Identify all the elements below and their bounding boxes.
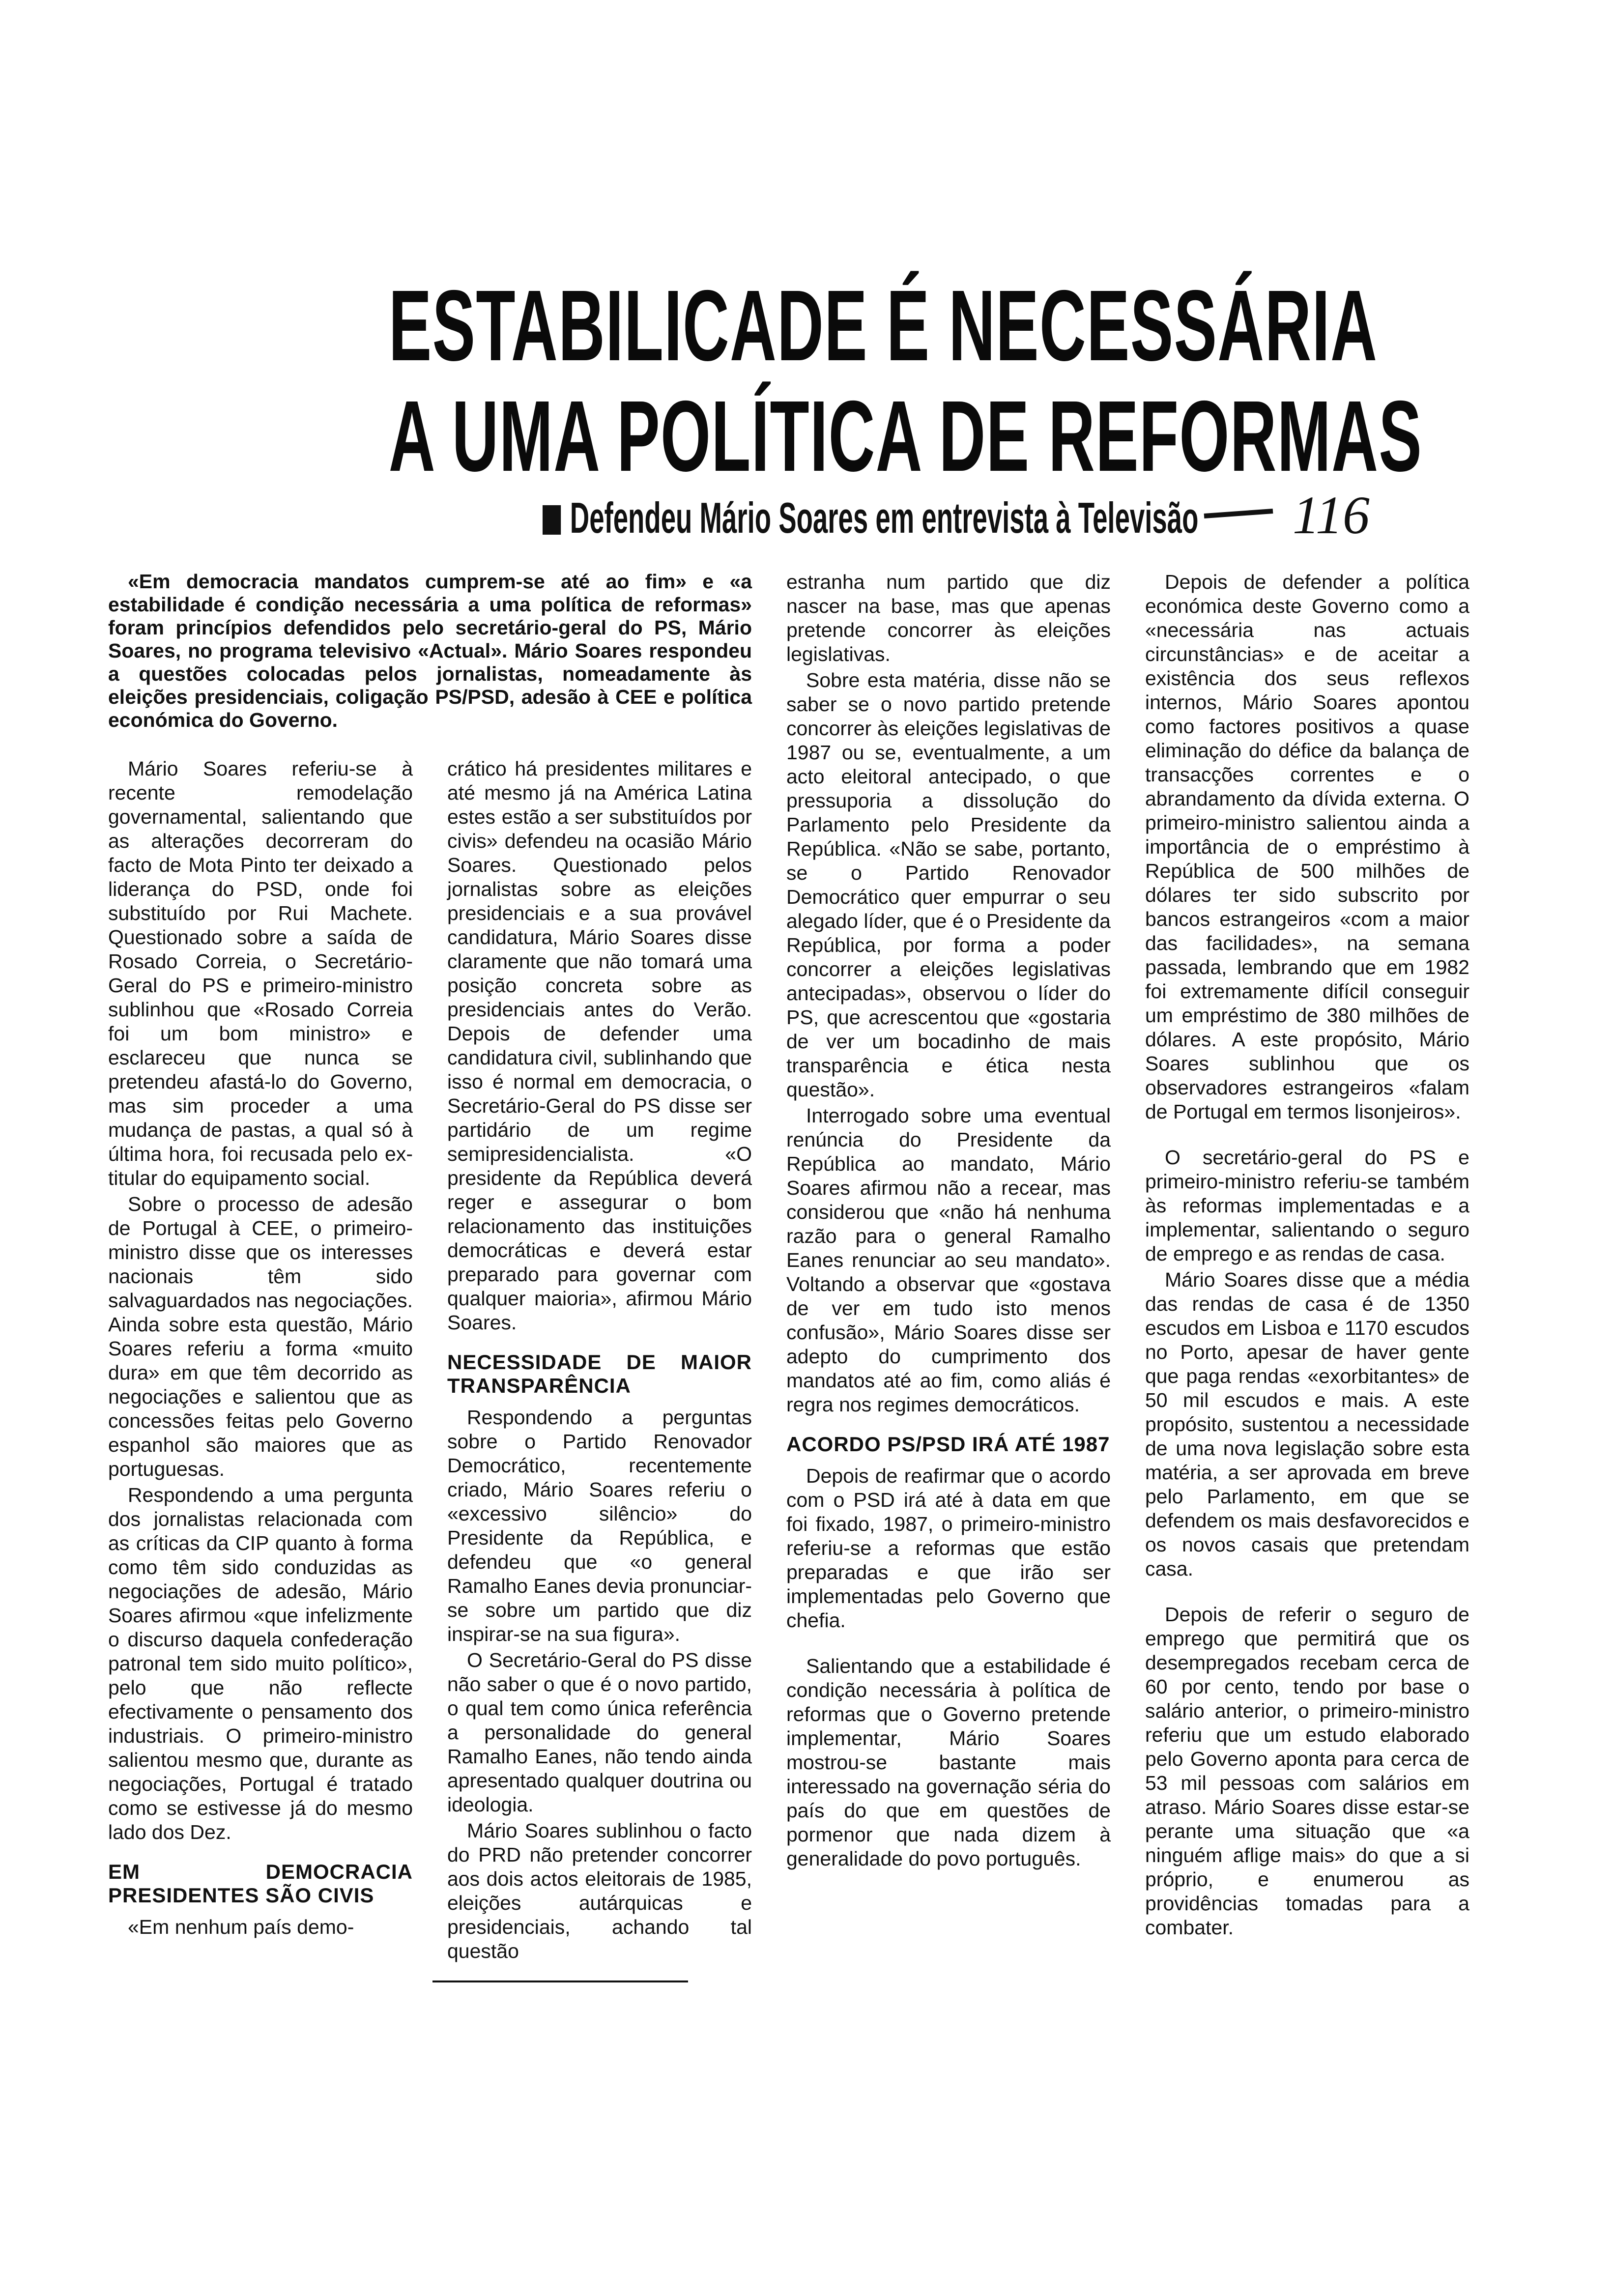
paragraph: Mário Soares disse que a média das rendas de casa é de 1350 escudos em Lisboa e 1170 escudos no Porto, apesar de haver gente que paga rendas «exorbitantes» de 50 mil escudos e mais. A este propósito, sustentou a necessidade de uma nova legislação sobre esta matéria, a ser aprovada em breve pelo Parlamento, em que se defendem os mais desfavorecidos e os novos casais que pretendam casa. <box>1145 1268 1469 1580</box>
handwritten-annotation <box>1199 487 1376 545</box>
subtitle-text: Defendeu Mário Soares em entrevista à Televisão <box>570 493 1199 542</box>
paragraph: Depois de reafirmar que o acordo com o PSD irá até à data em que foi fixado, 1987, o primeiro-ministro referiu-se a reformas que estão preparadas e que irão ser implementadas pelo Governo que chefia. <box>786 1464 1111 1632</box>
paragraph: Respondendo a uma pergunta dos jornalistas relacionada com as críticas da CIP quanto à forma como têm sido conduzidas as negociações de adesão, Mário Soares afirmou «que infelizmente o discurso daquela confederação patronal tem sido muito político», pelo que não reflecte efectivamente o pensamento dos industriais. O primeiro-ministro salientou mesmo que, durante as negociações, Portugal é tratado como se estivesse já do mesmo lado dos Dez. <box>108 1484 413 1843</box>
column-3 <box>786 570 1111 1871</box>
paragraph: Mário Soares referiu-se à recente remodelação governamental, salientando que as alterações decorreram do facto de Mota Pinto ter deixado a liderança do PSD, onde foi substituído por Rui Machete. Questionado sobre a saída de Rosado Correia, o Secretário-Geral do PS e primeiro-ministro sublinhou que «Rosado Correia foi um bom ministro» e esclareceu que nunca se pretendeu afastá-lo do Governo, mas sim proceder a uma mudança de pastas, a qual só à última hora, foi recusada pelo ex-titular do equipamento social. <box>108 757 413 1189</box>
section-heading: EM DEMOCRACIA PRESIDENTES SÃO CIVIS <box>108 1860 413 1907</box>
column-2 <box>447 757 752 1963</box>
paragraph: Sobre o processo de adesão de Portugal à CEE, o primeiro-ministro disse que os interesses nacionais têm sido salvaguardados nas negociações. Ainda sobre esta questão, Mário Soares referiu a forma «muito dura» em que têm decorrido as negociações e salientou que as concessões feitas pelo Governo espanhol são maiores que as portuguesas. <box>108 1193 413 1480</box>
square-bullet-icon <box>543 505 561 535</box>
paragraph: Mário Soares sublinhou o facto do PRD não pretender concorrer aos dois actos eleitorais de 1985, eleições autárquicas e presidenciais, achando tal questão <box>447 1819 752 1962</box>
section-heading: NECESSIDADE DE MAIOR TRANSPARÊNCIA <box>447 1350 752 1397</box>
section-heading: ACORDO PS/PSD IRÁ ATÉ 1987 <box>786 1433 1110 1456</box>
paragraph: Depois de referir o seguro de emprego que permitirá que os desempregados recebam cerca de 60 por cento, tendo por base o salário anterior, o primeiro-ministro referiu que um estudo elaborado pelo Governo aponta para cerca de 53 mil pessoas com salários em atraso. Mário Soares disse estar-se perante uma situação que «a ninguém aflige mais» do que a si próprio, e enumerou as providências tomadas para a combater. <box>1145 1603 1469 1939</box>
lead-text: «Em democracia mandatos cumprem-se até ao fim» e «a estabilidade é condição necessária a uma política de reformas» foram princípios defendidos pelo secretário-geral do PS, Mário Soares, no programa televisivo «Actual». Mário Soares respondeu a questões colocadas pelos jornalistas, nomeadamente às eleições presidenciais, coligação PS/PSD, adesão à CEE e política económica do Governo. <box>108 570 752 731</box>
paragraph: O secretário-geral do PS e primeiro-ministro referiu-se também às reformas implementadas e a implementar, salientando o seguro de emprego e as rendas de casa. <box>1145 1146 1469 1265</box>
paragraph: crático há presidentes militares e até mesmo já na América Latina estes estão a ser substituídos por civis» defendeu na ocasião Mário Soares. Questionado pelos jornalistas sobre as eleições presidenciais e a sua provável candidatura, Mário Soares disse claramente que não tomará uma posição concreta sobre as presidenciais antes do Verão. Depois de defender uma candidatura civil, sublinhando que isso é normal em democracia, o Secretário-Geral do PS disse ser partidário de um regime semipresidencialista. «O presidente da República deverá reger e assegurar o bom relacionamento das instituições democráticas e deverá estar preparado para governar com qualquer maioria», afirmou Mário Soares. <box>447 757 752 1334</box>
paragraph: «Em nenhum país demo- <box>128 1916 354 1938</box>
paragraph: Interrogado sobre uma eventual renúncia do Presidente da República ao mandato, Mário Soares afirmou não a recear, mas considerou que «não há nenhuma razão para o general Ramalho Eanes renunciar ao seu mandato». Voltando a observar que «gostava de ver em tudo isto menos confusão», Mário Soares disse ser adepto do cumprimento dos mandatos até ao fim, como aliás é regra nos regimes democráticos. <box>786 1104 1111 1416</box>
headline-line-2: A UMA POLÍTICA DE REFORMAS <box>388 380 1423 492</box>
paragraph: estranha num partido que diz nascer na base, mas que apenas pretende concorrer às eleições legislativas. <box>786 571 1111 665</box>
headline <box>162 269 1423 492</box>
headline-line-1: ESTABILICADE É NECESSÁRIA <box>388 269 1378 382</box>
handwritten-dash <box>1204 511 1273 516</box>
column-1 <box>108 757 413 1939</box>
divider-rule <box>432 1980 688 1982</box>
column-4 <box>1145 570 1469 1940</box>
paragraph: Sobre esta matéria, disse não se saber se o novo partido pretende concorrer às eleições legislativas de 1987 ou se, eventualmente, a um acto eleitoral antecipado, o que pressuporia a dissolução do Parlamento pelo Presidente da República. «Não se sabe, portanto, se o Partido Renovador Democrático quer empurrar o seu alegado líder, que é o Presidente da República, por forma a poder concorrer a eleições legislativas antecipadas», observou o líder do PS, que acrescentou que «gostaria de ver um bocadinho de mais transparência e ética nesta questão». <box>786 669 1111 1101</box>
handwritten-number: 116 <box>1293 487 1370 545</box>
subtitle <box>543 493 1199 542</box>
lead-paragraph <box>108 570 752 732</box>
paragraph: Salientando que a estabilidade é condição necessária à política de reformas que o Governo pretende implementar, Mário Soares mostrou-se bastante mais interessado na governação séria do país do que em questões de pormenor que nada dizem à generalidade do povo português. <box>786 1655 1111 1870</box>
paragraph: Respondendo a perguntas sobre o Partido Renovador Democrático, recentemente criado, Mário Soares referiu o «excessivo silêncio» do Presidente da República, e defendeu que «o general Ramalho Eanes devia pronunciar-se sobre um partido que diz inspirar-se na sua figura». <box>447 1406 752 1645</box>
paragraph: Depois de defender a política económica deste Governo como a «necessária nas actuais circunstâncias» e de aceitar a existência dos seus reflexos internos, Mário Soares apontou como factores positivos a quase eliminação do défice da balança de transacções correntes e o abrandamento da dívida externa. O primeiro-ministro salientou ainda a importância de o empréstimo à República de 500 milhões de dólares ter sido subscrito por bancos estrangeiros «com a maior das facilidades», na semana passada, lembrando que em 1982 foi extremamente difícil conseguir um empréstimo de 380 milhões de dólares. A este propósito, Mário Soares sublinhou que os observadores estrangeiros «falam de Portugal em termos lisonjeiros». <box>1145 571 1469 1123</box>
paragraph: O Secretário-Geral do PS disse não saber o que é o novo partido, o qual tem como única referência a personalidade do general Ramalho Eanes, não tendo ainda apresentado qualquer doutrina ou ideologia. <box>447 1649 752 1816</box>
